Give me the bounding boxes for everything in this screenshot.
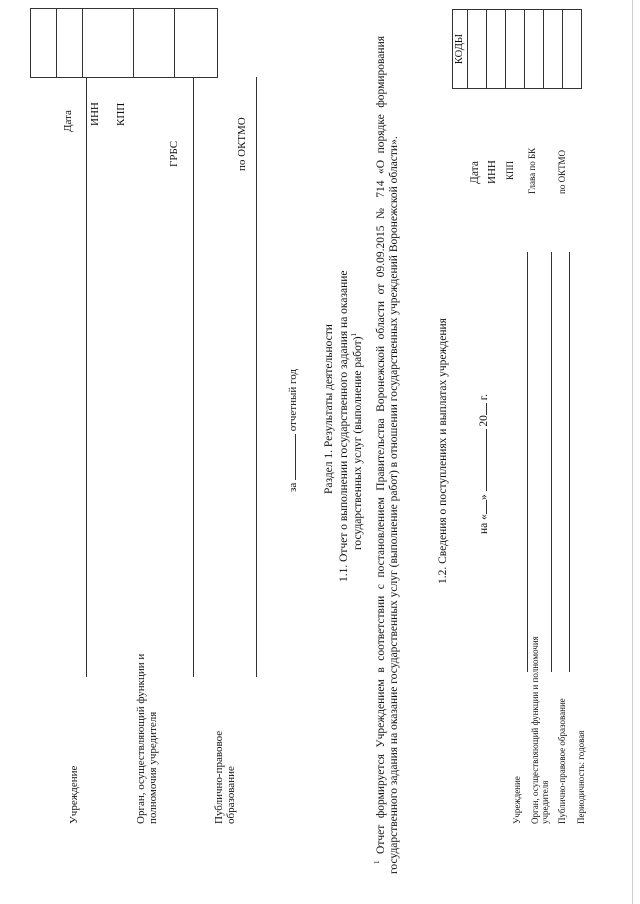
section1-title: Раздел 1. Результаты деятельности xyxy=(323,324,335,494)
date-mid: » xyxy=(478,494,490,501)
period-prefix: за xyxy=(287,482,299,492)
section1-subtitle-text: государственных услуг (выполнение работ) xyxy=(352,336,364,550)
s12-code-label-bk: Глава по БК xyxy=(527,147,537,194)
s12-code-cell-bk[interactable] xyxy=(525,10,544,89)
footnote-ref: 1 xyxy=(350,332,359,337)
s12-code-label-inn: ИНН xyxy=(486,160,498,184)
footnote-text: Отчет формируется Учреждением в соответствии с постановлением Правительства Воронежской области от 09.09.2015 № 714 «О порядке формирования государственного задания на оказание государственных услуг (выполнение работ) в отношении государственных учреждений Воронежской области». xyxy=(375,35,401,874)
section12-date-line xyxy=(476,394,491,534)
s12-code-cell-oktmo[interactable] xyxy=(544,10,563,89)
section1-subtitle-line2 xyxy=(352,333,365,550)
code-cell-inn[interactable] xyxy=(57,9,83,78)
s12-code-label-kpp: КПП xyxy=(505,160,515,180)
date-year-blank[interactable] xyxy=(476,403,487,415)
code-label-kpp: КПП xyxy=(115,102,127,126)
code-label-date: Дата xyxy=(62,110,74,132)
footnote xyxy=(375,36,402,874)
code-label-grbs: ГРБС xyxy=(168,140,180,167)
period-suffix: отчетный год xyxy=(287,368,299,432)
s12-label-institution: Учреждение xyxy=(512,776,522,824)
label-municipality: Публично-правовое образование xyxy=(213,730,237,824)
footnote-marker: 1 xyxy=(373,860,382,864)
date-day-blank[interactable] xyxy=(476,500,487,514)
s12-code-label-oktmo: по ОКТМО xyxy=(557,150,567,194)
codes-header: КОДЫ xyxy=(453,10,468,89)
label-founder-body: Орган, осуществляющий функции и полномочия учредителя xyxy=(135,653,159,824)
top-codes-table xyxy=(30,8,218,78)
period-line xyxy=(285,369,299,492)
date-prefix: на « xyxy=(478,514,490,534)
code-cell-oktmo[interactable] xyxy=(175,9,218,78)
municipality-field-line[interactable] xyxy=(256,77,257,677)
s12-municipality-line[interactable] xyxy=(569,252,570,672)
s12-founder-body-line[interactable] xyxy=(551,252,552,672)
s12-code-cell-extra[interactable] xyxy=(563,10,582,89)
institution-field-line[interactable] xyxy=(86,77,87,677)
date-month-blank[interactable] xyxy=(476,429,487,491)
s12-code-cell-inn[interactable] xyxy=(487,10,506,89)
period-year-blank[interactable] xyxy=(285,434,296,480)
date-year-prefix: 20 xyxy=(478,415,490,427)
label-institution: Учреждение xyxy=(68,765,80,824)
section1-subtitle-line1: 1.1. Отчет о выполнении государственного задания на оказание xyxy=(338,270,350,582)
founder-body-field-line[interactable] xyxy=(193,77,194,677)
code-cell-kpp[interactable] xyxy=(83,9,134,78)
s12-label-periodicity: Периодичность: годовая xyxy=(576,730,586,824)
code-cell-grbs[interactable] xyxy=(134,9,175,78)
s12-code-cell-kpp[interactable] xyxy=(506,10,525,89)
s12-code-cell-date[interactable] xyxy=(468,10,487,89)
section12-codes-table xyxy=(452,9,582,89)
s12-code-label-date: Дата xyxy=(469,161,481,184)
code-label-oktmo: по ОКТМО xyxy=(236,117,248,171)
s12-institution-line[interactable] xyxy=(527,252,528,672)
s12-label-municipality: Публично-правовое образование xyxy=(557,698,567,824)
code-cell-date[interactable] xyxy=(31,9,57,78)
section12-title: 1.2. Сведения о поступлениях и выплатах учреждения xyxy=(437,318,449,584)
code-label-inn: ИНН xyxy=(89,102,101,126)
date-suffix: г. xyxy=(478,393,490,401)
s12-label-founder-body: Орган, осуществляющий функции и полномочия учредителя xyxy=(530,636,550,824)
